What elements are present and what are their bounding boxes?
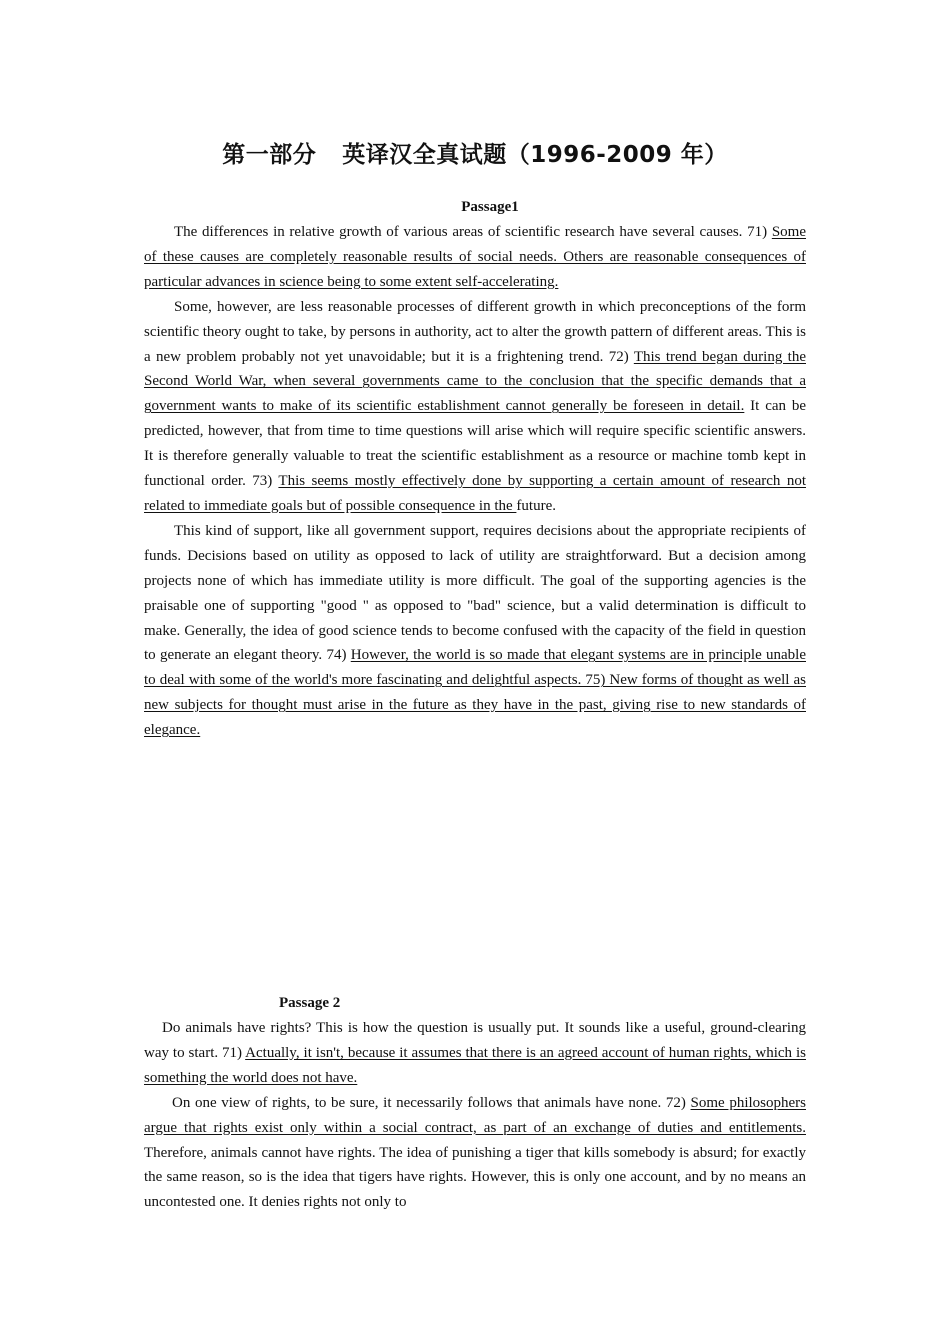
passage1-paragraph-2	[144, 295, 806, 519]
p1-text-segment: Some, however, are less reasonable processes of different growth in which preconceptions of the form scientific theory ought to take, by persons in authority, act to alter the growth pattern of different areas. This is a new problem probably not yet unavoidable; but it is a frightening trend. 72)	[144, 298, 806, 365]
p2-text-segment: Do animals have rights? This is how the question is usually put. It sounds like a useful, ground-clearing way to start. 71)	[144, 1020, 806, 1061]
passage1-paragraph-3	[144, 519, 806, 743]
p2-underlined-translation: Actually, it isn't, because it assumes that there is an agreed account of human rights, which is something the world does not have.	[144, 1044, 806, 1086]
p2-text-segment: On one view of rights, to be sure, it necessarily follows that animals have none. 72)	[172, 1094, 691, 1111]
p1-text-segment: This kind of support, like all government support, requires decisions about the appropriate recipients of funds. Decisions based on utility as opposed to lack of utility are straightforward. But a decision among projects none of which has immediate utility is more difficult. The goal of the supporting agencies is the praisable one of supporting "good " as opposed to "bad" science, but a valid determination is difficult to make. Generally, the idea of good science tends to become confused with the capacity of the field in question to generate an elegant theory. 74)	[144, 522, 806, 664]
passage2-paragraph-1	[144, 1016, 806, 1091]
p2-text-segment: Therefore, animals cannot have rights. The idea of punishing a tiger that kills somebody is absurd; for exactly the same reason, so is the idea that tigers have rights. However, this is only one account, and by no means an uncontested one. It denies rights not only to	[144, 1144, 806, 1211]
passage1-body	[144, 220, 806, 743]
passage1-paragraph-1	[144, 220, 806, 295]
p2-underlined-translation: Some philosophers argue that rights exist only within a social contract, as part of an exchange of duties and entitlements.	[144, 1094, 806, 1136]
passage2-paragraph-2	[144, 1091, 806, 1216]
title-part: 第一部分	[222, 142, 317, 168]
p1-text-segment: It can be predicted, however, that from time to time questions will arise which will require specific scientific answers. It is therefore generally valuable to treat the scientific establishment as a resource or machine tomb kept in functional order. 73)	[144, 398, 807, 490]
p1-underlined-translation: Some of these causes are completely reasonable results of social needs. Others are reasonable consequences of particular advances in science being to some extent self-accelerating.	[144, 224, 806, 290]
passage1-heading: Passage1	[461, 199, 519, 215]
p1-underlined-translation: However, the world is so made that elegant systems are in principle unable to deal with some of the world's more fascinating and delightful aspects. 75) New forms of thought as well as new subjects for thought must arise in the future as they have in the past, giving rise to new standards of elegance.	[144, 647, 806, 739]
p1-underlined-translation: This trend began during the Second World War, when several governments came to the conclusion that the specific demands that a government wants to make of its scientific establishment cannot generally be foreseen in detail.	[144, 348, 806, 415]
page-title	[0, 136, 950, 169]
passage2-body	[144, 1016, 806, 1215]
p1-text-segment: The differences in relative growth of various areas of scientific research have several causes. 71)	[174, 224, 772, 240]
title-name: 英译汉全真试题（1996-2009 年）	[342, 142, 728, 168]
p1-underlined-translation: This seems mostly effectively done by supporting a certain amount of research not related to immediate goals but of possible consequence in the	[144, 473, 806, 514]
passage2-heading: Passage 2	[279, 995, 341, 1011]
p1-text-segment: future.	[516, 497, 556, 514]
